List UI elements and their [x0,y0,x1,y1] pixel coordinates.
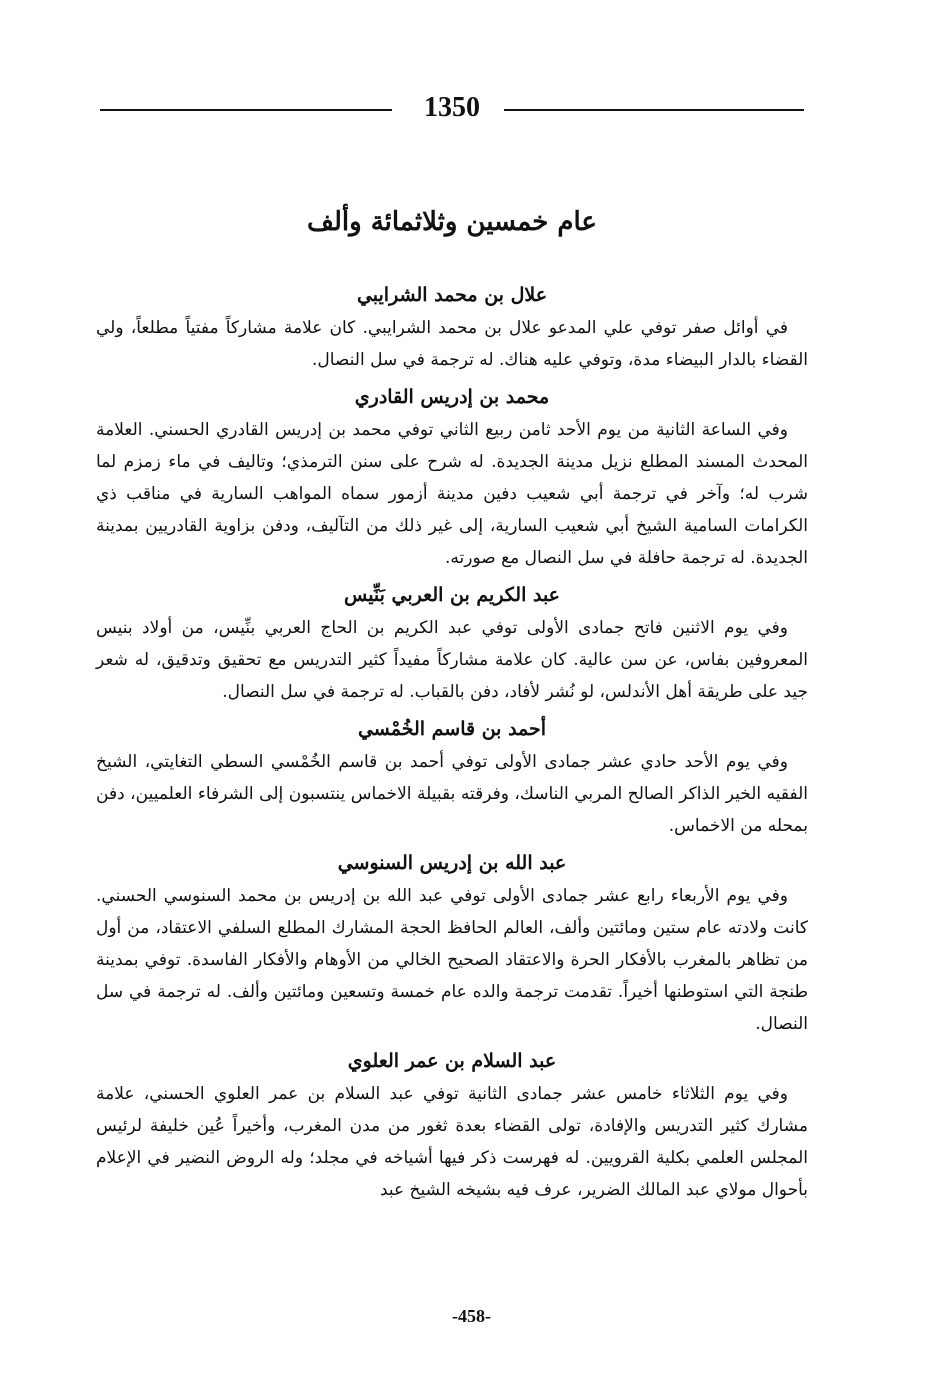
entry-name: عبد الكريم بن العربي بَنِّيس [343,584,561,606]
entry-text: في أوائل صفر توفي علي المدعو علال بن محمد الشرايبي. كان علامة مشاركاً مفتياً مطلعاً، ولي القضاء بالدار البيضاء مدة، وتوفي عليه هناك. له ترجمة في سل النصال. [96,318,808,370]
entry-text: وفي يوم الأحد حادي عشر جمادى الأولى توفي أحمد بن قاسم الخُمْسي السطي التغايتي، الشيخ الفقيه الخير الذاكر الصالح المربي الناسك، وفرقته بقبيلة الاخماس ينتسبون إلى الشرفاء العلميين، دفن بمحله من الاخماس. [96,752,808,836]
entry-text: وفي يوم الأربعاء رابع عشر جمادى الأولى توفي عبد الله بن إدريس بن محمد السنوسي الحسني. كانت ولادته عام ستين ومائتين وألف، العالم الحافظ الحجة المشارك المطلع السلفي الاعتقاد، من أول من تظاهر بالمغرب بالأفكار الحرة والاعتقاد الصحيح الخالي من الأوهام والأفكار الفاسدة. توفي بمدينة طنجة التي استوطنها أخيراً. تقدمت ترجمة والده عام خمسة وتسعين ومائتين وألف. له ترجمة في سل النصال. [96,886,808,1034]
header-year-number: 1350 [424,92,480,123]
entry-name: عبد السلام بن عمر العلوي [347,1050,557,1072]
entry-name: عبد الله بن إدريس السنوسي [337,852,567,874]
entry [96,280,808,376]
entry [96,1046,808,1206]
entry [96,714,808,842]
page-number: -458- [452,1306,491,1326]
header-rule-left [100,109,392,111]
entry-text: وفي يوم الثلاثاء خامس عشر جمادى الثانية توفي عبد السلام بن عمر العلوي الحسني، علامة مشارك كثير التدريس والإفادة، تولى القضاء بعدة ثغور من مدن المغرب، وأخيراً عُين خليفة لرئيس المجلس العلمي بكلية القرويين. له فهرست ذكر فيها أشياخه في مجلد؛ وله الروض النضير في الإعلام بأحوال مولاي عبد المالك الضرير، عرف فيه بشيخه الشيخ عبد [96,1084,808,1200]
entry-name: علال بن محمد الشرايبي [356,284,548,306]
header-rule-right [504,109,804,111]
entry-text: وفي الساعة الثانية من يوم الأحد ثامن ربيع الثاني توفي محمد بن إدريس القادري الحسني. العلامة المحدث المسند المطلع نزيل مدينة الجديدة. له شرح على سنن الترمذي؛ وتاليف في ماء زمزم لما شرب له؛ وآخر في ترجمة أبي شعيب دفين مدينة أزمور سماه المواهب السارية في مناقب ذي الكرامات السامية الشيخ أبي شعيب السارية، إلى غير ذلك من التآليف، ودفن بزاوية القادريين بمدينة الجديدة. له ترجمة حافلة في سل النصال مع صورته. [96,420,808,568]
entry-name: محمد بن إدريس القادري [354,386,550,408]
entry [96,382,808,574]
entry-name: أحمد بن قاسم الخُمْسي [357,718,547,740]
entry-text: وفي يوم الاثنين فاتح جمادى الأولى توفي عبد الكريم بن الحاج العربي بنِّيس، من أولاد بنيس المعروفين بفاس، عن سن عالية. كان علامة مشاركاً مفيداً كثير التدريس مع تحقيق وتدقيق، له شعر جيد على طريقة أهل الأندلس، لو نُشر لأفاد، دفن بالقباب. له ترجمة في سل النصال. [96,618,808,702]
entry [96,580,808,708]
year-title: عام خمسين وثلاثمائة وألف [307,207,597,237]
running-header [100,88,804,128]
entry [96,848,808,1040]
biographies-section [96,280,808,1212]
